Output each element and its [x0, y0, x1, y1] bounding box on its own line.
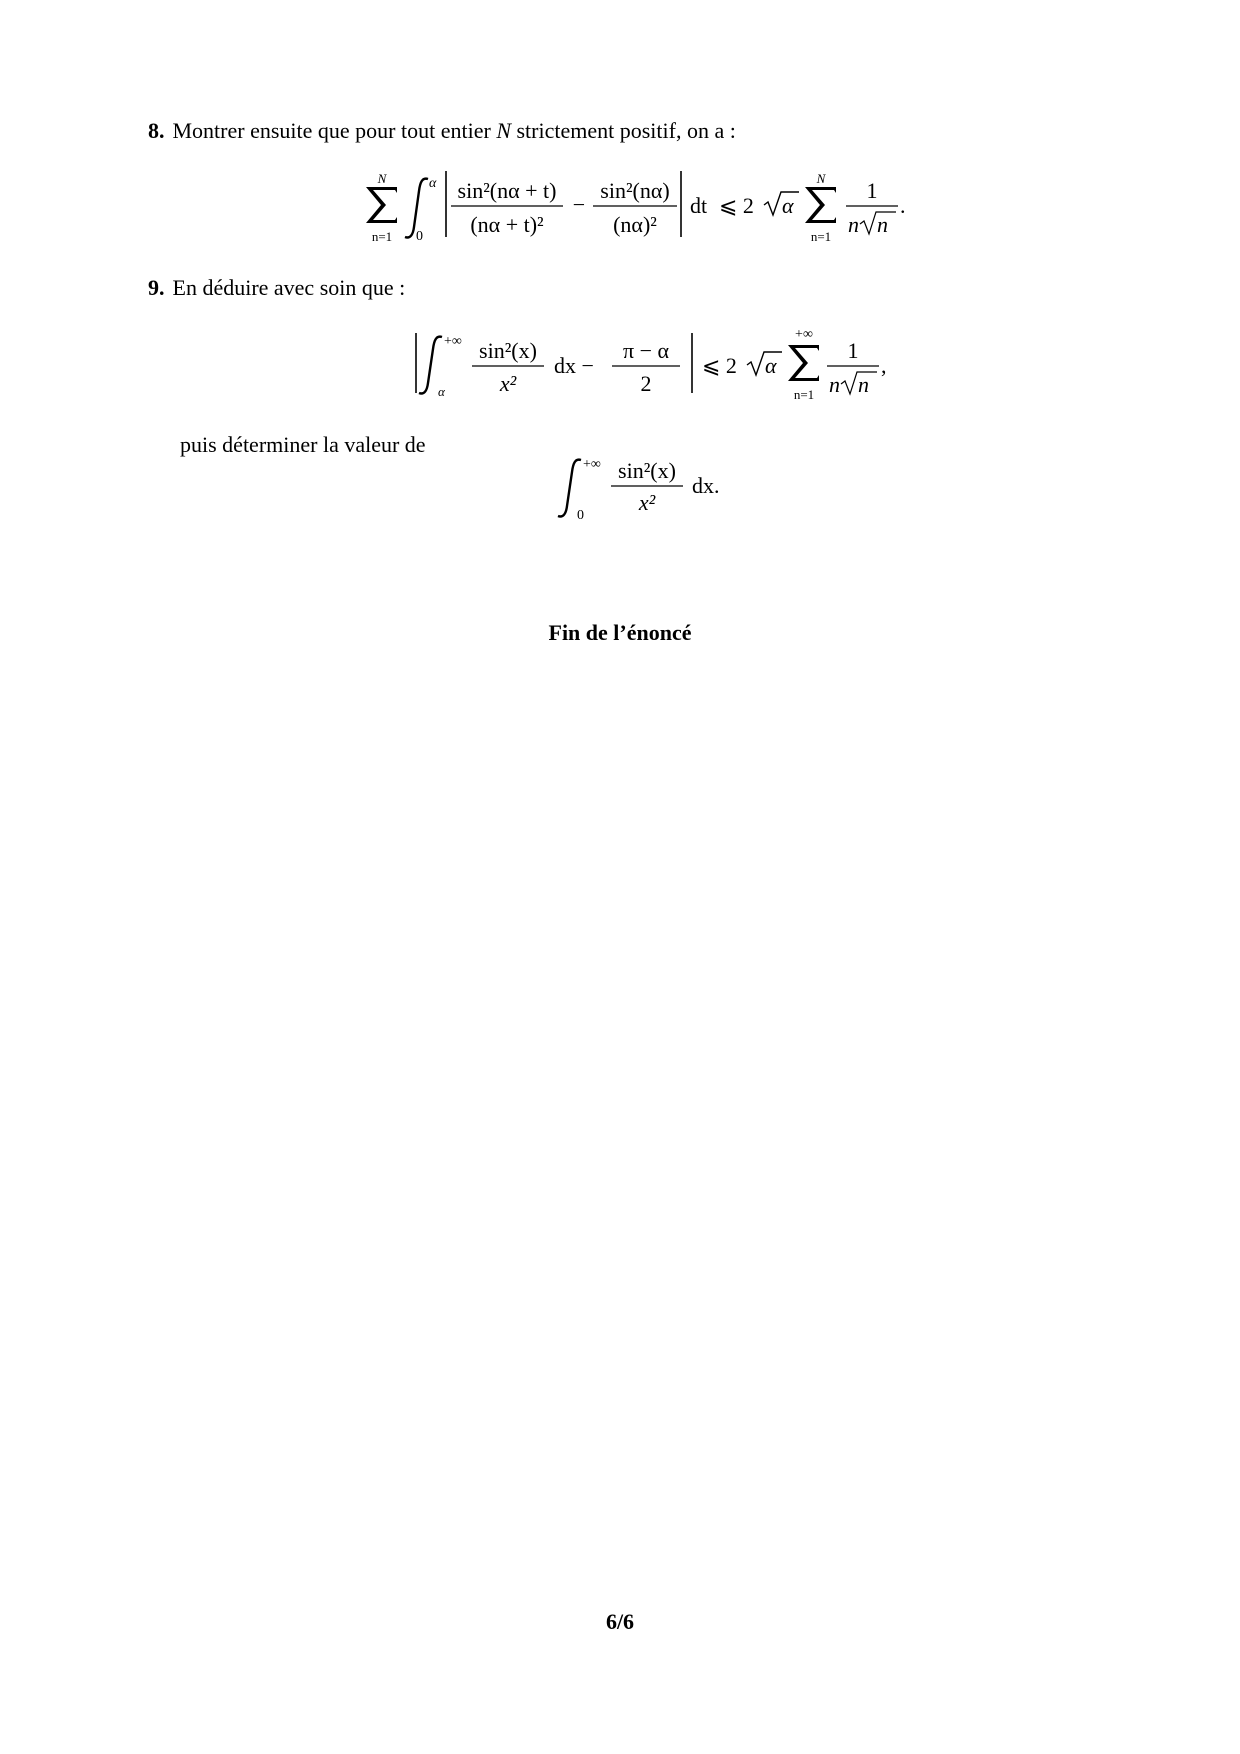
sqrt-radicand: α [765, 353, 777, 378]
integral-upper-bound: +∞ [444, 334, 462, 349]
question-9 [148, 275, 405, 301]
question-number: 9. [148, 275, 165, 300]
integral-lower-bound: 0 [577, 508, 584, 523]
question-text: En déduire avec soin que : [172, 275, 406, 300]
inequality-factor: ⩽ 2 [719, 193, 754, 218]
fraction-numerator: 1 [847, 338, 859, 363]
sum-upper-bound: +∞ [795, 327, 813, 342]
fraction-denominator: x² [638, 490, 656, 515]
fraction-denominator: x² [499, 371, 517, 396]
fraction-numerator: sin²(nα) [600, 178, 670, 203]
inequality-factor: ⩽ 2 [702, 353, 737, 378]
differential: dx − [554, 353, 594, 378]
sum-upper-bound: N [377, 171, 387, 186]
punctuation: . [900, 193, 906, 218]
formula-question-8 [360, 165, 960, 255]
sqrt-radicand: α [782, 193, 794, 218]
sigma-symbol [788, 345, 819, 381]
end-title: Fin de l’énoncé [548, 620, 692, 645]
sigma-symbol [366, 187, 397, 223]
sqrt-radicand: n [877, 212, 888, 237]
fraction-denominator: n [829, 372, 840, 397]
formula-question-9 [410, 327, 910, 417]
fraction-numerator: sin²(nα + t) [457, 178, 557, 203]
question-variable: N [496, 118, 511, 143]
integral-lower-bound: α [438, 384, 445, 399]
punctuation: , [881, 353, 887, 378]
question-8 [148, 118, 736, 144]
fraction-denominator: (nα)² [613, 212, 657, 237]
sum-upper-bound: N [816, 171, 826, 186]
question-text-start: Montrer ensuite que pour tout entier [172, 118, 497, 143]
fraction-numerator: sin²(x) [479, 338, 537, 363]
integral-upper-bound: +∞ [583, 457, 601, 472]
differential: dt [690, 193, 708, 218]
differential: dx. [692, 473, 720, 498]
fraction-denominator: (nα + t)² [470, 212, 544, 237]
integral-upper-bound: α [429, 176, 437, 191]
question-number: 8. [148, 118, 165, 143]
sum-lower-bound: n=1 [371, 229, 393, 244]
fraction-numerator: 1 [866, 178, 878, 203]
integral-lower-bound: 0 [416, 229, 423, 244]
minus-sign: − [572, 192, 586, 217]
fraction-denominator: 2 [640, 371, 652, 396]
sum-lower-bound: n=1 [793, 387, 815, 402]
fraction-numerator: sin²(x) [618, 458, 676, 483]
question-text-end: strictement positif, on a : [511, 118, 736, 143]
fraction-denominator: n [848, 212, 859, 237]
fraction-numerator: π − α [622, 338, 670, 363]
sigma-symbol [805, 187, 836, 223]
sum-lower-bound: n=1 [810, 229, 832, 244]
page-number: 6/6 [605, 1609, 635, 1634]
formula-final-integral [555, 448, 755, 528]
sqrt-radicand: n [858, 372, 869, 397]
followup-text: puis déterminer la valeur de [180, 432, 426, 457]
